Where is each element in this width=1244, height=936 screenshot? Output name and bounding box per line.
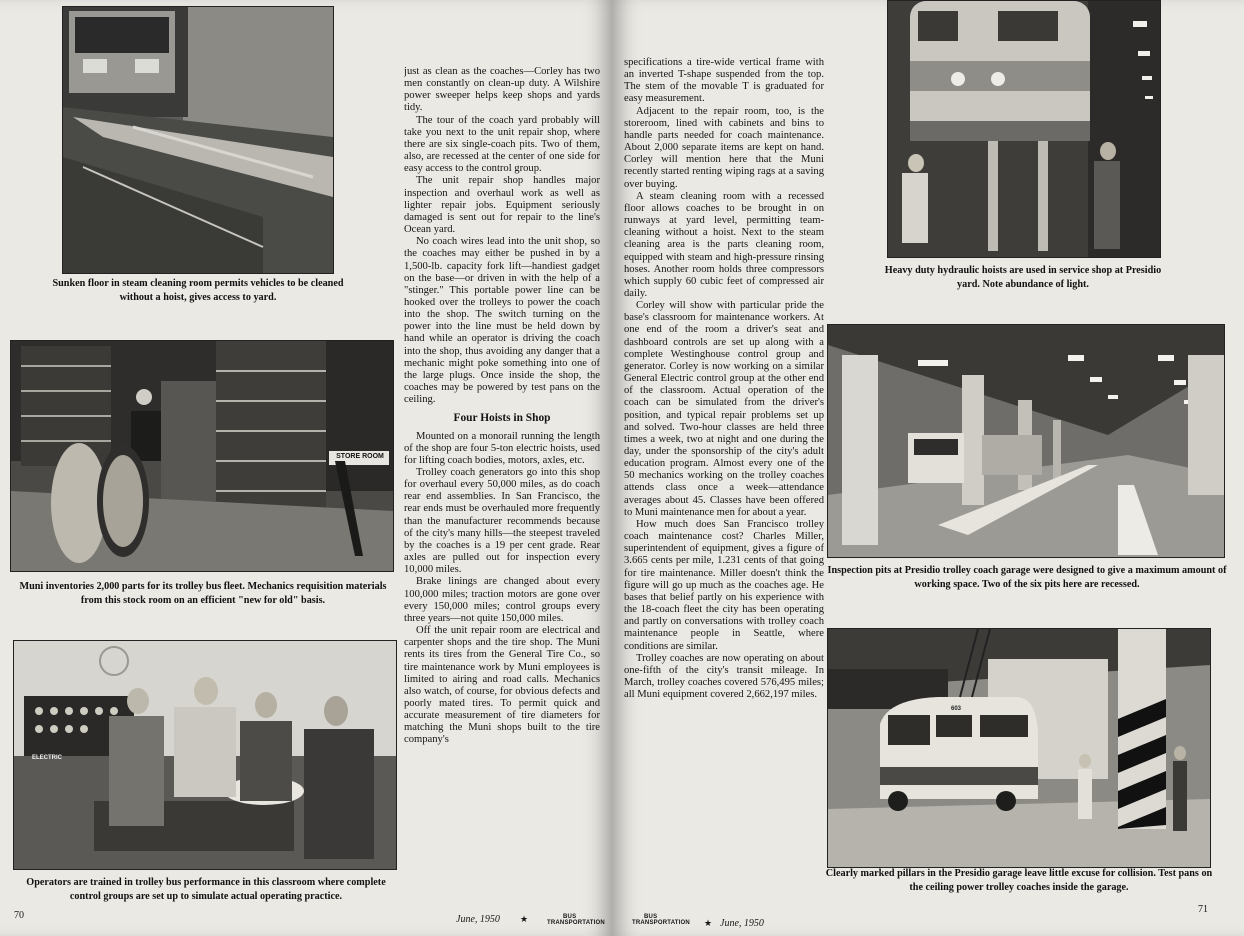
bus-transportation-logo-left: BUS TRANSPORTATION [547,914,605,926]
paragraph: Adjacent to the repair room, too, is the storeroom, lined with cabinets and bins to handle parts needed for coach maintenance. About 2,000 separate items are kept on hand. Corley will mention here that the Muni recently started renting wiping rags at a saving over buying. [624,105,824,190]
footer-date-left: June, 1950 [456,914,500,925]
store-room-sign: STORE ROOM [336,453,384,460]
photo-hydraulic-hoists [887,0,1161,258]
paragraph: specifications a tire-wide vertical frame with an inverted T-shape suspended from the top. The stem of the movable T is graduated for easy measurement. [624,57,824,105]
paragraph: A steam cleaning room with a recessed floor allows coaches to be brought in on runways at yard level, permitting team-cleaning without a hoist. Next to the steam cleaning area is the parts cleaning room, equipped with steam and high-pressure rinsing hoses. Another room holds three compressors which supply 60 cubic feet of compressed air daily. [624,190,824,299]
page-number-left: 70 [14,910,24,921]
paragraph: No coach wires lead into the unit shop, so the coaches may either be pushed in by a 1,500-lb. capacity fork lift—handiest gadget on the base—or driven in with the help of a "stinger." This portable power line can be hooked over the trolleys to power the coach into the shop. The switch turning on the power into the line must be held down by hand while an operator is driving the coach into the shop, thus avoiding any danger that a mechanic might poke something into one of the large plugs. Once inside the shop, the coaches may be powered by test pans on the ceiling. [404,236,600,406]
photo-steam-cleaning-room [62,6,334,274]
footer-date-right: June, 1950 [720,918,764,929]
paragraph: just as clean as the coaches—Corley has two men constantly on clean-up duty. A Wilshire power sweeper helps keep shops and yards tidy. [404,66,600,114]
paragraph: The tour of the coach yard probably will take you next to the unit repair shop, where there are six single-coach pits. Two of them, also, are recessed at the center of one side for easy access to the control group. [404,114,600,175]
paragraph: How much does San Francisco trolley coach maintenance cost? Charles Miller, superintendent of equipment, gives a figure of 3.665 cents per mile, 1.231 cents of that going for tire maintenance. Miller doesn't think the figure will go up much as the coaches age. He bases that belief partly on his experience with the 18-coach fleet the city has been operating and partly on conversations with trolley coach maintenance people in Seattle, where conditions are similar. [624,518,824,652]
paragraph: The unit repair shop handles major inspection and overhaul work as well as lighter repair jobs. Equipment seriously damaged is sent out for repair to the line's Ocean yard. [404,175,600,236]
paragraph: Mounted on a monorail running the length of the shop are four 5-ton electric hoists, used for lifting coach bodies, motors, axles, etc. [404,430,600,466]
photo-classroom [13,640,397,870]
page-number-right: 71 [1198,904,1208,915]
paragraph: Trolley coaches are now operating on about one-fifth of the city's transit mileage. In March, trolley coaches covered 576,495 miles; all Muni equipment covered 2,662,197 miles. [624,652,824,701]
photo-presidio-garage [827,628,1211,868]
star-icon: ★ [704,918,713,928]
caption-presidio-garage: Clearly marked pillars in the Presidio garage leave little excuse for collision. Test pans on the ceiling power trolley coaches inside the garage. [825,868,1213,893]
star-icon: ★ [520,914,529,924]
caption-classroom: Operators are trained in trolley bus performance in this classroom where complete control groups are set up to simulate actual operating practice. [26,877,386,902]
photo-electric-label: ELECTRIC [32,755,62,761]
caption-hydraulic-hoists: Heavy duty hydraulic hoists are used in service shop at Presidio yard. Note abundance of light. [884,265,1162,290]
left-text-column [404,66,600,906]
right-text-column [624,57,824,907]
coach-number-label: 603 [951,706,962,712]
bus-transportation-logo-right: BUS TRANSPORTATION [632,914,690,926]
right-page [612,0,1244,936]
caption-steam-cleaning: Sunken floor in steam cleaning room permits vehicles to be cleaned without a hoist, gives access to yard. [52,278,344,303]
photo-inspection-pits [827,324,1225,558]
paragraph: Trolley coach generators go into this shop for overhaul every 50,000 miles, as do coach rear end assemblies. In San Francisco, the rear ends must be overhauled more frequently than the manufacturer recommends because of the city's many hills—the steepest traveled by the coaches is a 19 per cent grade. Rear axles are pulled out for inspection every 10,000 miles. [404,467,600,576]
caption-stock-room: Muni inventories 2,000 parts for its trolley bus fleet. Mechanics requisition materials from this stock room on an efficient "new for old" basis. [19,581,387,606]
photo-stock-room [10,340,394,572]
caption-inspection-pits: Inspection pits at Presidio trolley coach garage were designed to give a maximum amount of working space. Two of the six pits here are recessed. [827,565,1227,590]
paragraph: Off the unit repair room are electrical and carpenter shops and the tire shop. The Muni rents its tires from the General Tire Co., so tire maintenance work by Muni employees is limited to airing and road calls. Mechanics also watch, of course, for obvious defects and poorly mated tires. To permit quick and accurate measurement of tire diameters for matching the Muni shops built to the tire company's [404,625,600,746]
paragraph: Corley will show with particular pride the base's classroom for maintenance workers. At one end of the room a driver's seat and dashboard controls are set up along with a complete Westinghouse control group and generator. Corley is now working on a similar General Electric control group at the other end of the classroom. Actual operation of the coach can be simulated from the driver's position, and typical repair problems set up and solved. Two-hour classes are held three times a week, two at night and one during the day, under the sponsorship of the city's adult education program. Almost every one of the 50 mechanics working on the trolley coaches attends class once a week—attendance averages about 45. Classes have been offered to Muni maintenance men for about a year. [624,300,824,518]
subhead-four-hoists: Four Hoists in Shop [453,412,551,425]
left-page [0,0,612,936]
paragraph: Brake linings are changed about every 100,000 miles; traction motors are gone over every 150,000 miles; control groups every three years—not quite 150,000 miles. [404,576,600,624]
